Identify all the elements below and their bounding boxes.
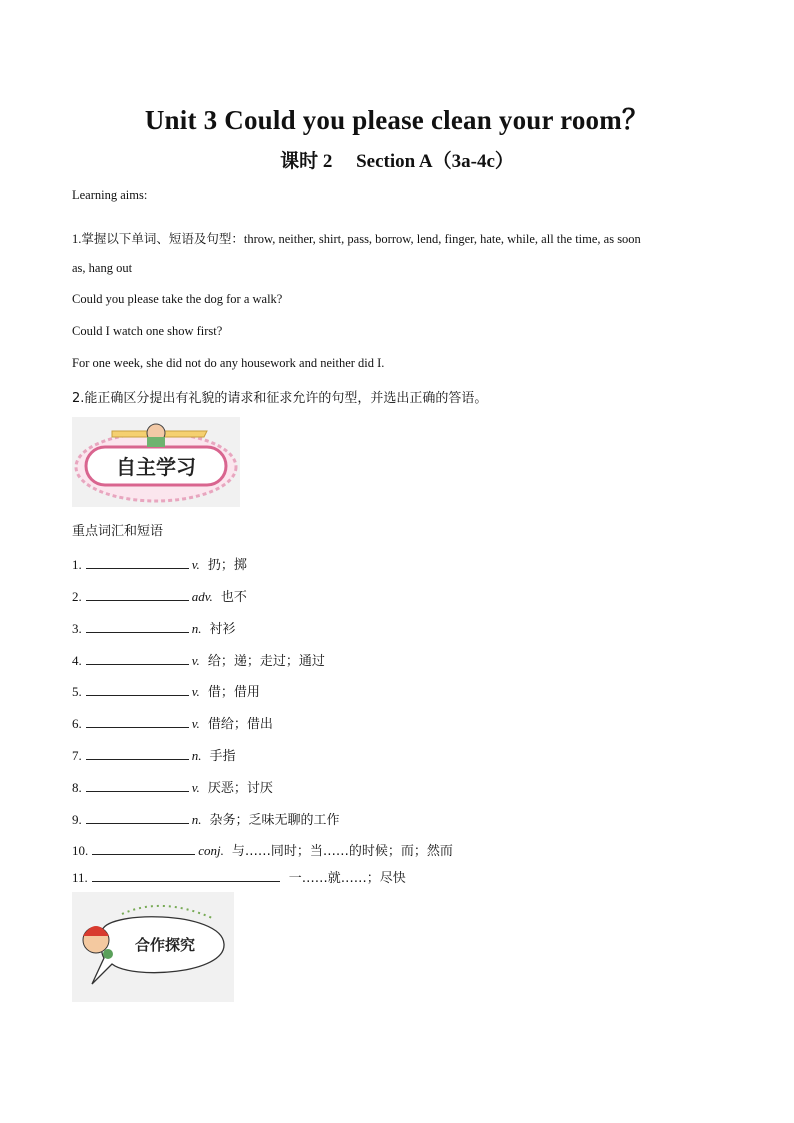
part-of-speech: n. (191, 812, 202, 827)
part-of-speech: adv. (191, 589, 213, 604)
learning-aims-label: Learning aims: (72, 188, 148, 202)
vocab-number: 2. (72, 589, 82, 604)
cooperative-study-banner (72, 892, 234, 1002)
vocab-meaning: 厌恶；讨厌 (207, 781, 273, 796)
answer-blank[interactable] (86, 811, 189, 824)
vocab-number: 10. (72, 843, 89, 858)
vocab-meaning: 借；借用 (207, 685, 260, 700)
answer-blank[interactable] (86, 747, 189, 760)
vocab-meaning: 一……就……；尽快 (288, 871, 406, 886)
answer-blank[interactable] (86, 556, 189, 569)
vocab-number: 1. (72, 557, 82, 572)
vocab-meaning: 杂务；乏味无聊的工作 (209, 813, 340, 828)
part-of-speech: v. (191, 780, 200, 795)
vocab-item (72, 745, 236, 764)
answer-blank[interactable] (86, 683, 189, 696)
part-of-speech: v. (191, 716, 200, 731)
vocab-number: 6. (72, 716, 82, 731)
aim-sentence-2: Could I watch one show first? (72, 324, 223, 338)
self-study-banner-graphic (72, 417, 240, 507)
part-of-speech: v. (191, 557, 200, 572)
vocab-meaning: 也不 (220, 590, 247, 605)
vocab-number: 4. (72, 653, 82, 668)
vocab-item (72, 650, 325, 669)
cooperative-study-banner-text: 合作探究 (134, 936, 196, 954)
self-study-banner (72, 417, 240, 507)
vocab-meaning: 扔；掷 (207, 558, 247, 573)
vocab-item (72, 681, 260, 700)
vocab-meaning: 给；递；走过；通过 (207, 654, 325, 669)
part-of-speech: v. (191, 684, 200, 699)
vocab-item (72, 618, 236, 637)
vocab-item (72, 554, 247, 573)
document-subtitle: 课时 2 Section A（3a-4c） (280, 151, 514, 172)
vocab-number: 5. (72, 684, 82, 699)
document-title: Unit 3 Could you please clean your room？ (144, 105, 650, 135)
aim-line-2: as, hang out (72, 261, 133, 275)
self-study-banner-text: 自主学习 (116, 455, 196, 479)
answer-blank[interactable] (86, 588, 189, 601)
answer-blank[interactable] (86, 715, 189, 728)
vocab-item (72, 713, 273, 732)
part-of-speech: n. (191, 748, 202, 763)
cooperative-study-banner-graphic (72, 892, 234, 1002)
answer-blank[interactable] (86, 779, 189, 792)
section-heading: 重点词汇和短语 (72, 524, 164, 539)
part-of-speech: conj. (198, 843, 224, 858)
part-of-speech: v. (191, 653, 200, 668)
vocab-number: 3. (72, 621, 82, 636)
part-of-speech: n. (191, 621, 202, 636)
answer-blank[interactable] (86, 620, 189, 633)
vocab-number: 11. (72, 870, 88, 885)
aim-sentence-1: Could you please take the dog for a walk? (72, 292, 283, 306)
aim-sentence-3: For one week, she did not do any housework and neither did I. (72, 356, 385, 370)
aim-line-1: 1.掌握以下单词、短语及句型：throw, neither, shirt, pass, borrow, lend, finger, hate, while, all the time, as soon (72, 232, 641, 246)
answer-blank[interactable] (86, 652, 189, 665)
vocab-item (72, 867, 406, 886)
vocab-number: 7. (72, 748, 82, 763)
vocab-meaning: 借给；借出 (207, 717, 273, 732)
answer-blank[interactable] (92, 842, 195, 855)
vocab-item (72, 840, 453, 859)
vocab-meaning: 与……同时；当……的时候；而；然而 (231, 844, 453, 859)
vocab-number: 8. (72, 780, 82, 795)
vocab-number: 9. (72, 812, 82, 827)
vocab-item (72, 777, 273, 796)
vocab-item (72, 586, 247, 605)
aim-line-3: 2.能正确区分提出有礼貌的请求和征求允许的句型，并选出正确的答语。 (72, 391, 488, 406)
vocab-item (72, 809, 340, 828)
vocab-meaning: 手指 (209, 749, 236, 764)
answer-blank[interactable] (92, 869, 280, 882)
vocab-meaning: 衬衫 (209, 622, 236, 637)
